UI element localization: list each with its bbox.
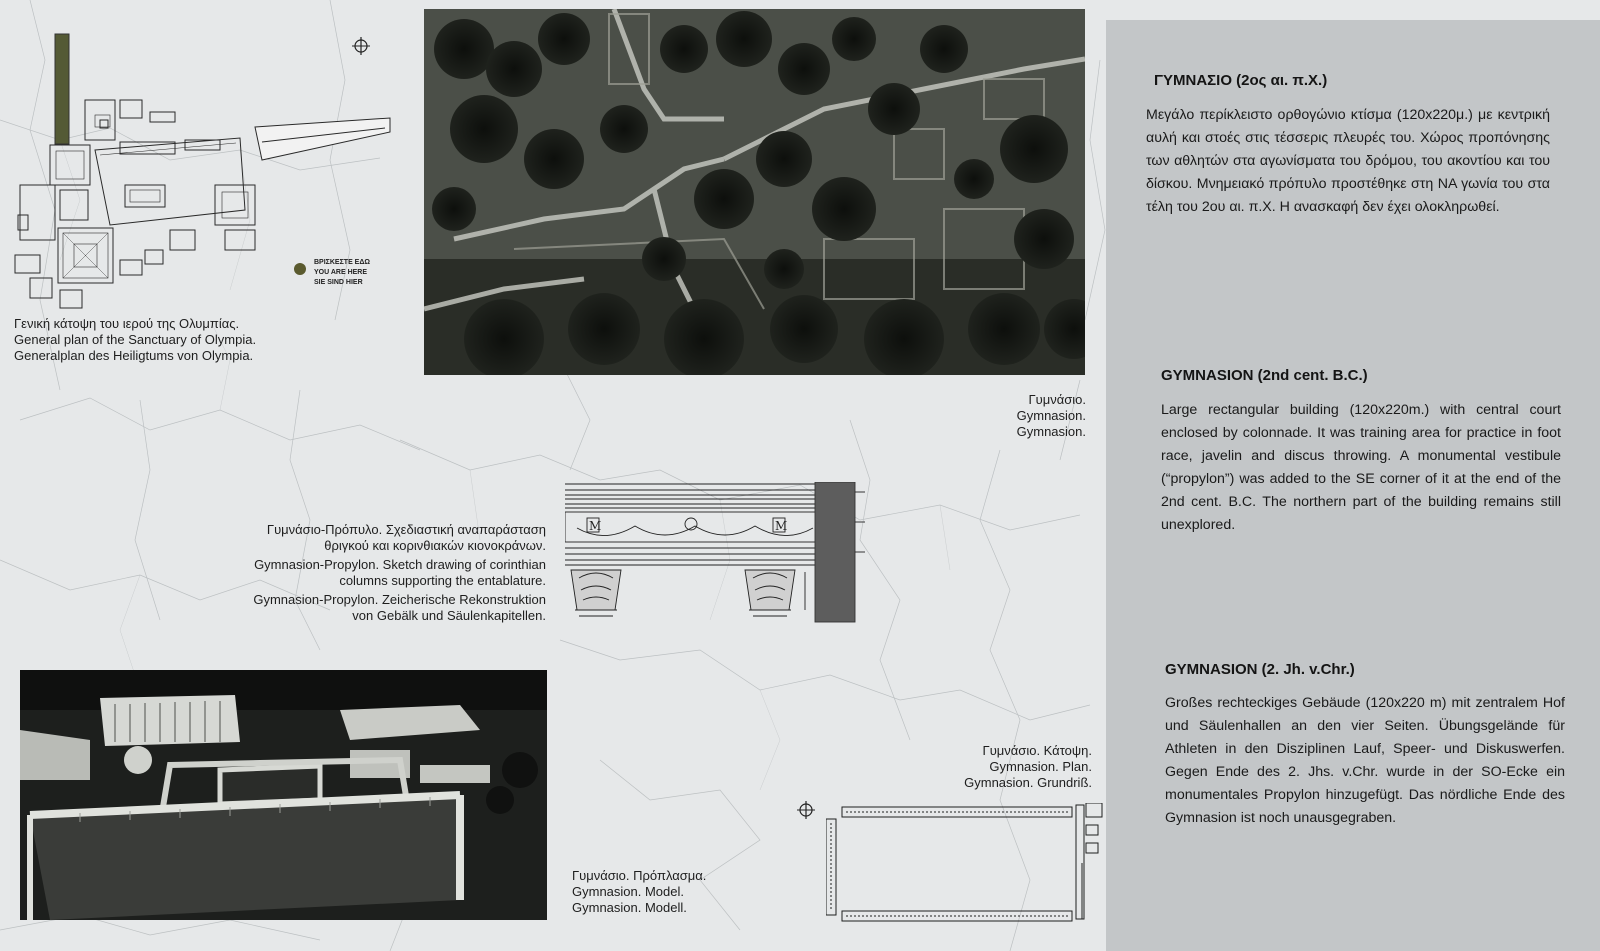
propylon-drawing	[565, 482, 875, 634]
model-photo	[20, 670, 547, 920]
aerial-caption-german: Gymnasion.	[1016, 424, 1086, 439]
greek-section-title: ΓΥΜΝΑΣΙΟ (2ος αι. π.Χ.)	[1154, 72, 1328, 89]
propylon-caption-german-1: Gymnasion-Propylon. Zeicherische Rekonstruktion	[253, 592, 546, 607]
model-caption-english: Gymnasion. Model.	[572, 884, 684, 899]
you-are-here-label	[314, 258, 370, 288]
you-are-here-english: YOU ARE HERE	[314, 269, 368, 276]
you-are-here-german: SIE SIND HIER	[314, 279, 363, 286]
compass-icon	[352, 37, 370, 55]
floor-plan-caption	[920, 743, 1092, 791]
aerial-photo-caption	[960, 392, 1086, 440]
site-plan-caption-german: Generalplan des Heiligtums von Olympia.	[14, 348, 254, 363]
propylon-caption-english-1: Gymnasion-Propylon. Sketch drawing of corinthian	[254, 557, 546, 572]
aerial-photo-image	[424, 9, 1085, 375]
floor-plan-caption-greek: Γυμνάσιο. Κάτοψη.	[982, 743, 1092, 758]
propylon-caption-greek-2: θριγκού και κορινθιακών κιονοκράνων.	[324, 538, 546, 553]
propylon-caption	[160, 522, 546, 624]
german-section-title: GYMNASION (2. Jh. v.Chr.)	[1165, 661, 1355, 678]
floor-plan-caption-german: Gymnasion. Grundriß.	[964, 775, 1092, 790]
aerial-caption-english: Gymnasion.	[1016, 408, 1086, 423]
english-section-body: Large rectangular building (120x220m.) with central court enclosed by colonnade. It was training area for practice in foot race, javelin and discus throwing. A monumental vestibule (“propylon”) was added to the SE corner of it at the end of the 2nd cent. B.C. The northern part of the building remains still unexplored.	[1161, 402, 1561, 533]
propylon-caption-german-2: von Gebälk und Säulenkapitellen.	[352, 608, 546, 623]
english-section-title: GYMNASION (2nd cent. B.C.)	[1161, 367, 1368, 384]
svg-text:M: M	[775, 519, 788, 533]
model-caption-german: Gymnasion. Modell.	[572, 900, 687, 915]
compass-icon	[797, 801, 815, 819]
propylon-caption-english-2: columns supporting the entablature.	[339, 573, 546, 588]
greek-section-body: Μεγάλο περίκλειστο ορθογώνιο κτίσμα (120x220μ.) με κεντρική αυλή και στοές στις τέσσερις πλευρές του. Χώρος προπόνησης των αθλητών στα αγωνίσματα του δρόμου, του ακοντίου και του δίσκου. Μνημειακό πρόπυλο προστέθηκε στη ΝΑ γωνία του στα τέλη του 2ου αι. π.Χ. Η ανασκαφή δεν έχει ολοκληρωθεί.	[1146, 107, 1550, 215]
floor-plan-caption-english: Gymnasion. Plan.	[989, 759, 1092, 774]
aerial-photo	[424, 9, 1085, 375]
site-plan-caption-greek: Γενική κάτοψη του ιερού της Ολυμπίας.	[14, 316, 240, 331]
model-photo-image	[20, 670, 547, 920]
floor-plan-drawing	[826, 803, 1106, 925]
model-caption-greek: Γυμνάσιο. Πρόπλασμα.	[572, 868, 707, 883]
you-are-here-greek: ΒΡΙΣΚΕΣΤΕ ΕΔΩ	[314, 259, 370, 266]
site-plan-caption	[14, 316, 256, 364]
propylon-caption-greek-1: Γυμνάσιο-Πρόπυλο. Σχεδιαστική αναπαράσταση	[266, 522, 546, 537]
site-plan-caption-english: General plan of the Sanctuary of Olympia.	[14, 332, 257, 347]
aerial-caption-greek: Γυμνάσιο.	[1028, 392, 1086, 407]
you-are-here-dot-icon	[293, 262, 307, 276]
svg-text:M: M	[589, 519, 602, 533]
model-photo-caption	[572, 868, 706, 916]
german-section-body: Großes rechteckiges Gebäude (120x220 m) mit zentralem Hof und Säulenhallen an den vier Seiten. Übungsgelände für Athleten in den Disziplinen Lauf, Speer- und Diskuswerfen. Gegen Ende des 2. Jhs. v.Chr. wurde in der SO-Ecke ein monumentales Propylon hinzugefügt. Das nördliche Ende des Gymnasion ist noch unausgegraben.	[1165, 695, 1565, 826]
